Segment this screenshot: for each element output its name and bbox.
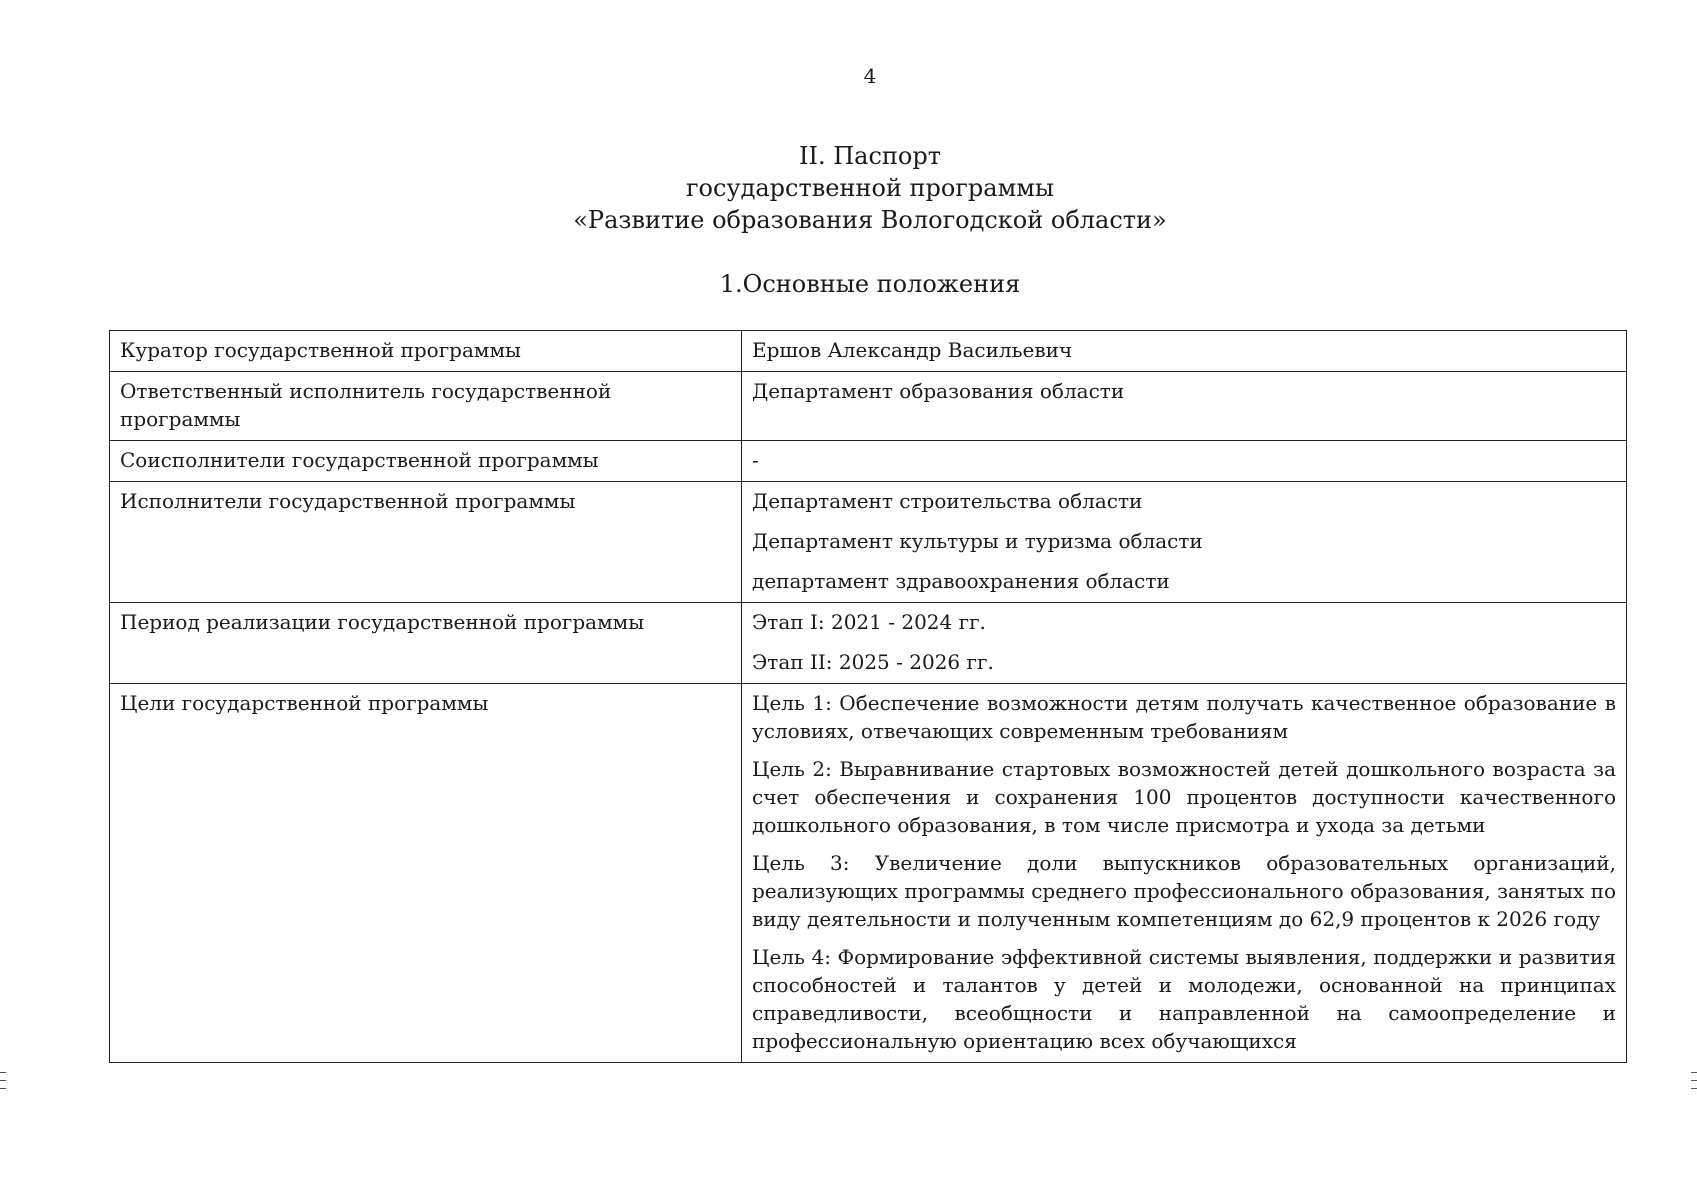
- table-row-goals: [110, 684, 1627, 1063]
- row-value: [742, 441, 1627, 482]
- value-line: Департамент строительства области: [752, 489, 1143, 513]
- row-value: [742, 331, 1627, 372]
- value-line: Этап II: 2025 - 2026 гг.: [752, 650, 994, 674]
- goal-item: Цель 2: Выравнивание стартовых возможностей детей дошкольного возраста за счет обеспечения и сохранения 100 процентов доступности качественного дошкольного образования, в том числе присмотра и ухода за детьми: [752, 757, 1616, 837]
- row-value: [742, 482, 1627, 603]
- row-label: Соисполнители государственной программы: [110, 441, 742, 482]
- goal-item: Цель 3: Увеличение доли выпускников образовательных организаций, реализующих программы среднего профессионального образования, занятых по виду деятельности и полученным компетенциям до 62,9 процентов к 2026 году: [752, 851, 1616, 931]
- margin-mark-left: [0, 1088, 6, 1089]
- page-number: 4: [863, 64, 877, 88]
- row-label: Ответственный исполнитель государственной программы: [110, 372, 742, 441]
- margin-mark-right: [1691, 1088, 1697, 1089]
- value-line: Департамент культуры и туризма области: [752, 529, 1203, 553]
- margin-mark-left: [0, 1072, 6, 1073]
- value-line: департамент здравоохранения области: [752, 569, 1170, 593]
- title-line-3: «Развитие образования Вологодской области»: [573, 206, 1167, 234]
- row-label: Куратор государственной программы: [110, 331, 742, 372]
- value-line: Ершов Александр Васильевич: [752, 338, 1073, 362]
- section-heading: 1.Основные положения: [719, 270, 1021, 298]
- table-row-co-executors: [110, 441, 1627, 482]
- margin-mark-right: [1691, 1072, 1697, 1073]
- row-value: [742, 684, 1627, 1063]
- value-line: -: [752, 448, 759, 472]
- table-row-responsible-executor: [110, 372, 1627, 441]
- margin-mark-right: [1691, 1080, 1697, 1081]
- goal-item: Цель 1: Обеспечение возможности детям получать качественное образование в условиях, отвечающих современным требованиям: [752, 691, 1616, 743]
- document-title: [0, 140, 1697, 236]
- row-value: [742, 603, 1627, 684]
- table-row-period: [110, 603, 1627, 684]
- title-line-1: II. Паспорт: [799, 142, 941, 170]
- row-value: [742, 372, 1627, 441]
- value-line: Департамент образования области: [752, 379, 1125, 403]
- goal-item: Цель 4: Формирование эффективной системы выявления, поддержки и развития способностей и талантов у детей и молодежи, основанной на принципах справедливости, всеобщности и направленной на самоопределение и профессиональную ориентацию всех обучающихся: [752, 945, 1616, 1053]
- title-line-2: государственной программы: [685, 174, 1055, 202]
- table-row-executors: [110, 482, 1627, 603]
- margin-mark-left: [0, 1080, 6, 1081]
- passport-table: [109, 330, 1627, 1063]
- row-label: Исполнители государственной программы: [110, 482, 742, 603]
- row-label: Цели государственной программы: [110, 684, 742, 1063]
- table-row-curator: [110, 331, 1627, 372]
- row-label: Период реализации государственной программы: [110, 603, 742, 684]
- value-line: Этап I: 2021 - 2024 гг.: [752, 610, 986, 634]
